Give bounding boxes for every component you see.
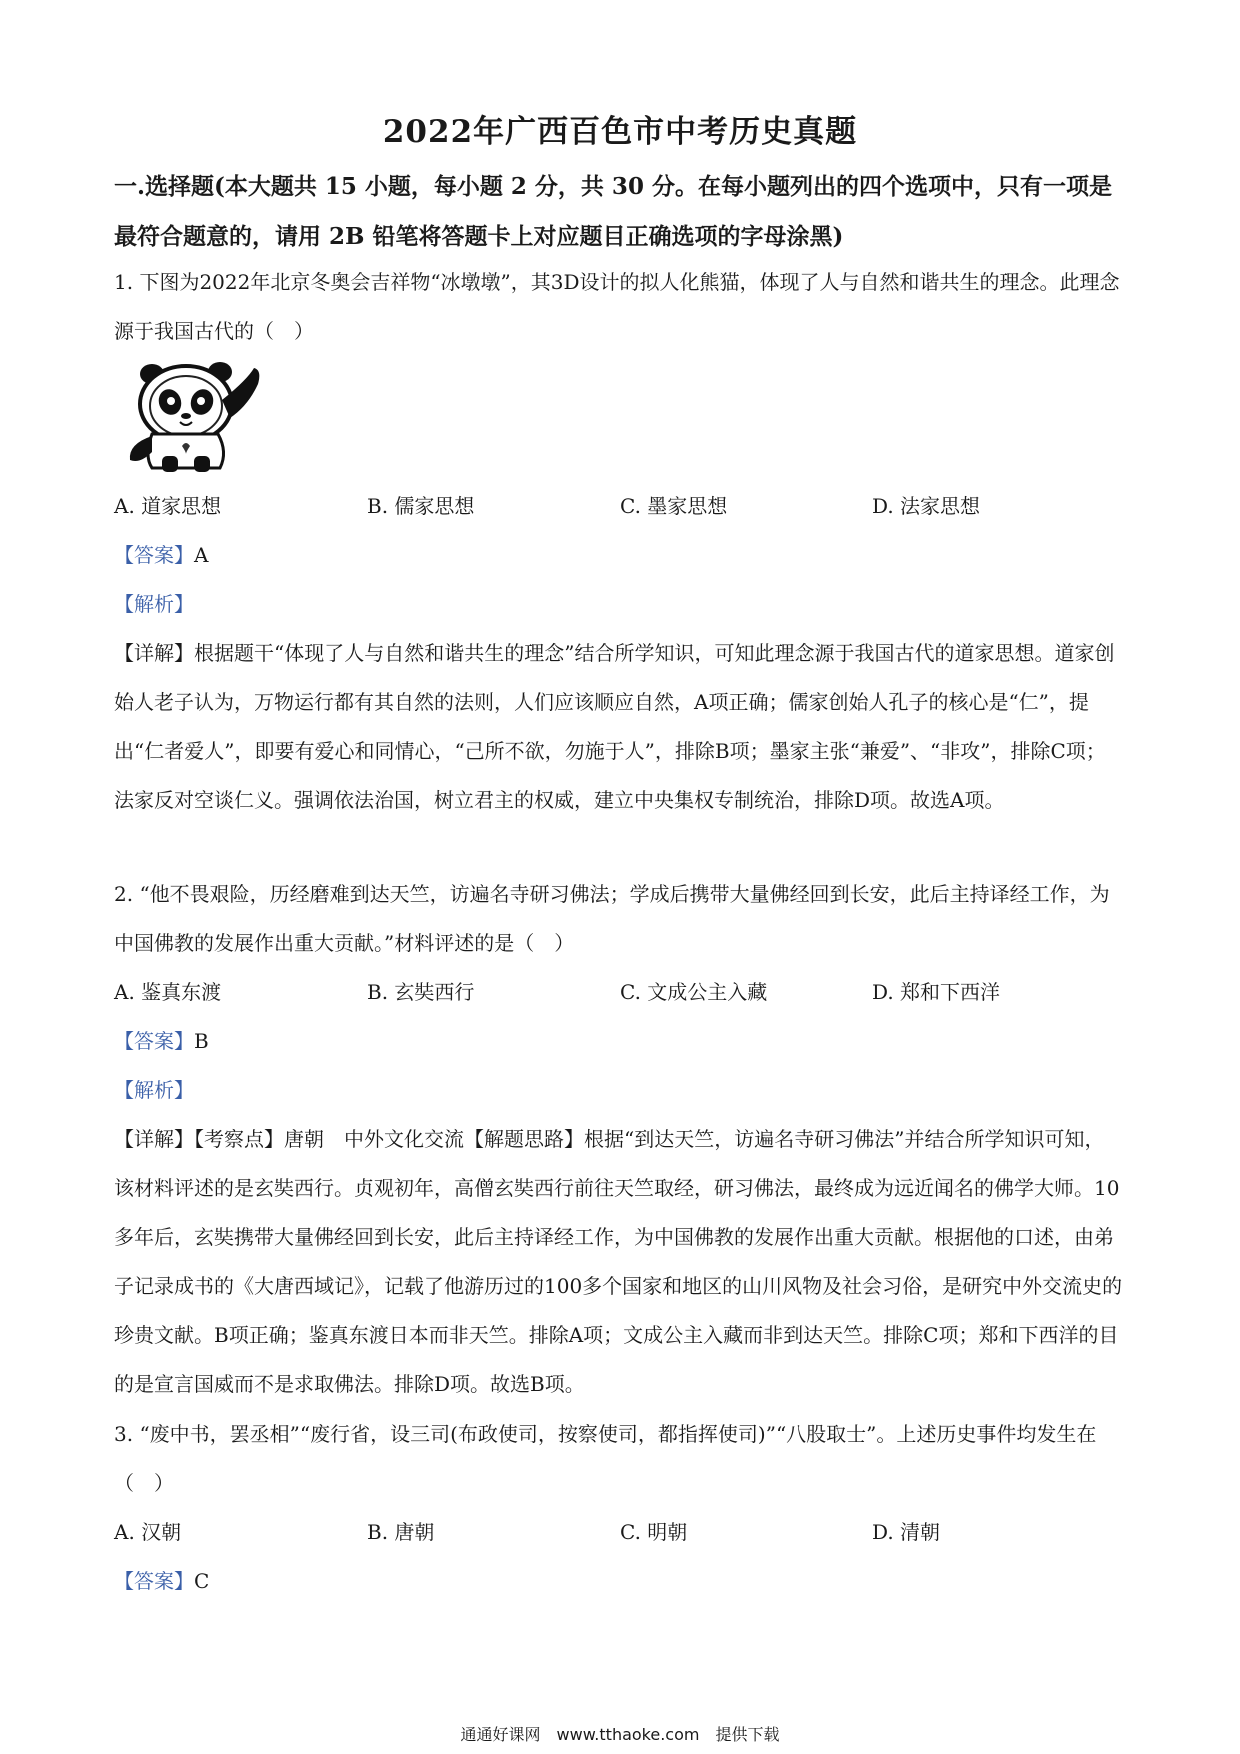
option-d: D. 郑和下西洋 bbox=[872, 980, 1001, 1004]
question-stem: 3. “废中书，罢丞相”“废行省，设三司(布政使司，按察使司，都指挥使司)”“八股取士”。上述历史事件均发生在（ ） bbox=[114, 1422, 1097, 1495]
page-title: 2022年广西百色市中考历史真题 bbox=[382, 114, 858, 150]
option-b: B. 玄奘西行 bbox=[367, 980, 475, 1004]
option-b: B. 儒家思想 bbox=[367, 494, 475, 518]
analysis-line bbox=[114, 1066, 1124, 1115]
option-c: C. 明朝 bbox=[620, 1520, 688, 1544]
option-a: A. 鉴真东渡 bbox=[114, 980, 222, 1004]
analysis-tag: 【解析】 bbox=[114, 1078, 194, 1102]
options-row bbox=[114, 482, 1124, 531]
question-2 bbox=[114, 870, 1124, 1409]
question-stem: 2. “他不畏艰险，历经磨难到达天竺，访遍名寺研习佛法；学成后携带大量佛经回到长安，此后主持译经工作，为中国佛教的发展作出重大贡献。”材料评述的是（ ） bbox=[114, 882, 1110, 955]
mascot-figure bbox=[114, 356, 1124, 482]
question-1 bbox=[114, 258, 1124, 825]
answer-tag: 【答案】 bbox=[114, 1029, 194, 1053]
answer-tag: 【答案】 bbox=[114, 543, 194, 567]
options-row bbox=[114, 1508, 1124, 1557]
answer-value: C bbox=[194, 1569, 210, 1593]
option-a: A. 道家思想 bbox=[114, 494, 222, 518]
analysis-tag: 【解析】 bbox=[114, 592, 194, 616]
options-row bbox=[114, 968, 1124, 1017]
detail-text: 【详解】根据题干“体现了人与自然和谐共生的理念”结合所学知识，可知此理念源于我国古代的道家思想。道家创始人老子认为，万物运行都有其自然的法则，人们应该顺应自然，A项正确；儒家创始人孔子的核心是“仁”，提出“仁者爱人”，即要有爱心和同情心，“己所不欲，勿施于人”，排除B项；墨家主张“兼爱”、“非攻”，排除C项；法家反对空谈仁义。强调依法治国，树立君主的权威，建立中央集权专制统治，排除D项。故选A项。 bbox=[114, 641, 1115, 812]
option-a: A. 汉朝 bbox=[114, 1520, 182, 1544]
question-3 bbox=[114, 1410, 1124, 1606]
option-c: C. 文成公主入藏 bbox=[620, 980, 768, 1004]
option-d: D. 清朝 bbox=[872, 1520, 941, 1544]
answer-value: B bbox=[194, 1029, 209, 1053]
option-b: B. 唐朝 bbox=[367, 1520, 435, 1544]
answer-value: A bbox=[194, 543, 209, 567]
answer-line bbox=[114, 1017, 1124, 1066]
option-d: D. 法家思想 bbox=[872, 494, 981, 518]
page-footer: 通通好课网 www.tthaoke.com 提供下载 bbox=[460, 1725, 780, 1744]
option-c: C. 墨家思想 bbox=[620, 494, 728, 518]
panda-mascot-image bbox=[122, 360, 272, 474]
answer-line bbox=[114, 1557, 1124, 1606]
answer-line bbox=[114, 531, 1124, 580]
question-stem: 1. 下图为2022年北京冬奥会吉祥物“冰墩墩”，其3D设计的拟人化熊猫，体现了人与自然和谐共生的理念。此理念源于我国古代的（ ） bbox=[114, 270, 1120, 343]
answer-tag: 【答案】 bbox=[114, 1569, 194, 1593]
detail-text: 【详解】【考察点】唐朝 中外文化交流【解题思路】根据“到达天竺，访遍名寺研习佛法”并结合所学知识可知，该材料评述的是玄奘西行。贞观初年，高僧玄奘西行前往天竺取经，研习佛法，最终成为远近闻名的佛学大师。10多年后，玄奘携带大量佛经回到长安，此后主持译经工作，为中国佛教的发展作出重大贡献。根据他的口述，由弟子记录成书的《大唐西域记》，记载了他游历过的100多个国家和地区的山川风物及社会习俗，是研究中外交流史的珍贵文献。B项正确；鉴真东渡日本而非天竺。排除A项；文成公主入藏而非到达天竺。排除C项；郑和下西洋的目的是宣言国威而不是求取佛法。排除D项。故选B项。 bbox=[114, 1127, 1123, 1396]
section-header: 一.选择题(本大题共 15 小题，每小题 2 分，共 30 分。在每小题列出的四个选项中，只有一项是最符合题意的，请用 2B 铅笔将答题卡上对应题目正确选项的字母涂黑) bbox=[114, 173, 1112, 250]
analysis-line bbox=[114, 580, 1124, 629]
